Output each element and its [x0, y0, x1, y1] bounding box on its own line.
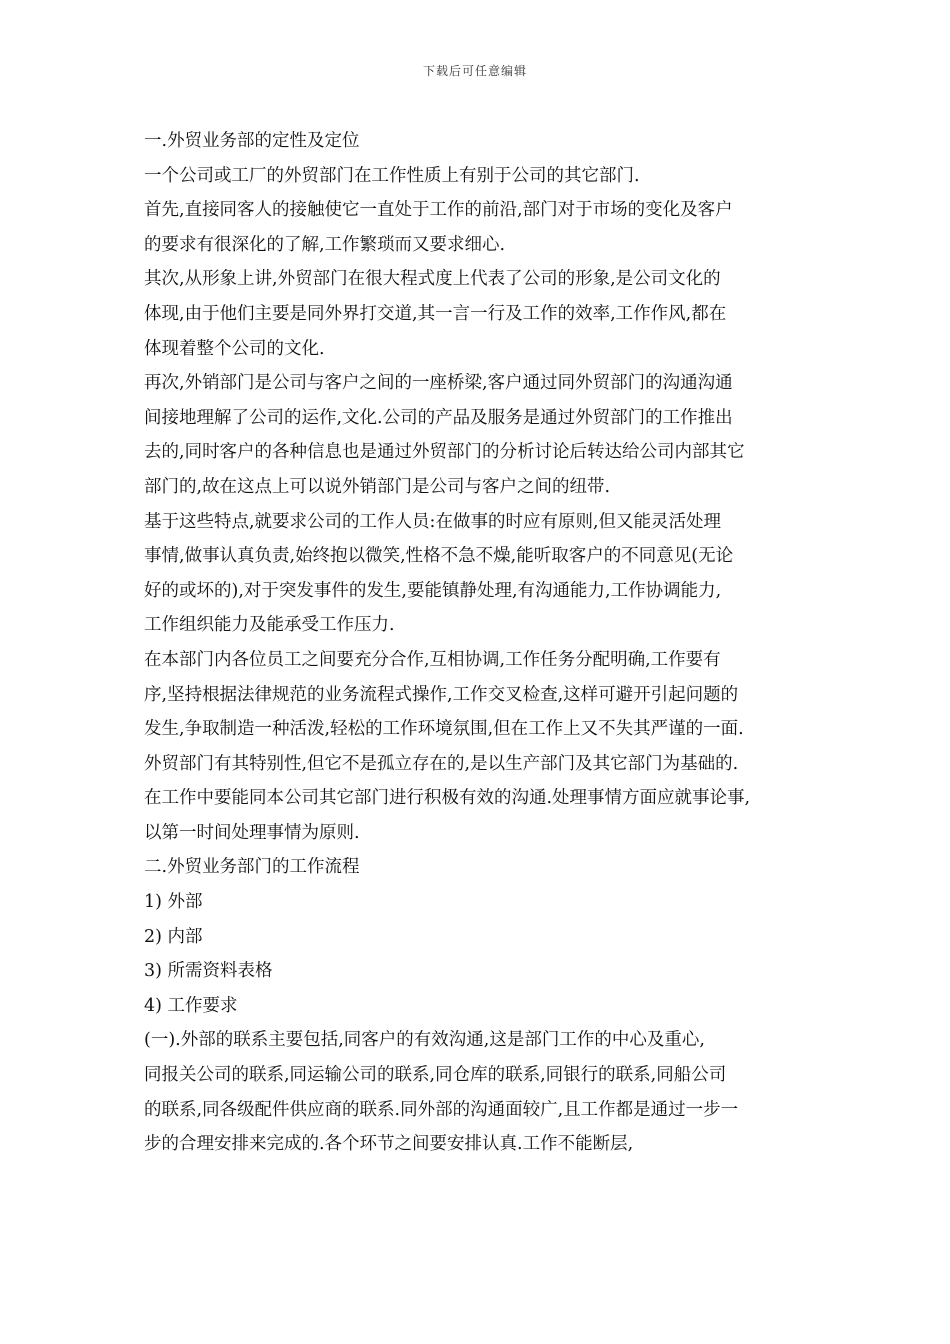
text-line: 体现着整个公司的文化.: [144, 338, 325, 359]
text-line: 4) 工作要求: [144, 995, 238, 1016]
text-line: 基于这些特点,就要求公司的工作人员:在做事的时应有原则,但又能灵活处理: [144, 511, 722, 532]
text-line: 步的合理安排来完成的.各个环节之间要安排认真.工作不能断层,: [144, 1134, 634, 1155]
text-line: 二.外贸业务部门的工作流程: [144, 857, 360, 878]
text-line: 工作组织能力及能承受工作压力.: [144, 615, 395, 636]
text-line: 3) 所需资料表格: [144, 961, 273, 982]
text-line: 发生,争取制造一种活泼,轻松的工作环境氛围,但在工作上又不失其严谨的一面.: [144, 719, 744, 740]
text-line: 在本部门内各位员工之间要充分合作,互相协调,工作任务分配明确,工作要有: [144, 649, 721, 670]
text-line: 事情,做事认真负责,始终抱以微笑,性格不急不燥,能听取客户的不同意见(无论: [144, 546, 734, 567]
text-line: 在工作中要能同本公司其它部门进行积极有效的沟通.处理事情方面应就事论事,: [144, 788, 751, 809]
text-line: 外贸部门有其特别性,但它不是孤立存在的,是以生产部门及其它部门为基础的.: [144, 753, 739, 774]
text-line: 其次,从形象上讲,外贸部门在很大程式度上代表了公司的形象,是公司文化的: [144, 269, 721, 290]
text-line: 的要求有很深化的了解,工作繁琐而又要求细心.: [144, 234, 506, 255]
text-line: 一个公司或工厂的外贸部门在工作性质上有别于公司的其它部门.: [144, 165, 640, 186]
text-line: 的联系,同各级配件供应商的联系.同外部的沟通面较广,且工作都是通过一步一: [144, 1099, 739, 1120]
text-line: 部门的,故在这点上可以说外销部门是公司与客户之间的纽带.: [144, 476, 611, 497]
text-line: 再次,外销部门是公司与客户之间的一座桥梁,客户通过同外贸部门的沟通沟通: [144, 373, 733, 394]
text-line: 去的,同时客户的各种信息也是通过外贸部门的分析讨论后转达给公司内部其它: [144, 442, 745, 463]
text-line: 首先,直接同客人的接触使它一直处于工作的前沿,部门对于市场的变化及客户: [144, 200, 733, 221]
text-line: 同报关公司的联系,同运输公司的联系,同仓库的联系,同银行的联系,同船公司: [144, 1065, 727, 1086]
text-line: 以第一时间处理事情为原则.: [144, 822, 360, 843]
text-line: 1) 外部: [144, 892, 203, 913]
header-note: 下载后可任意编辑: [422, 64, 527, 78]
text-line: 一.外贸业务部的定性及定位: [144, 131, 360, 151]
text-line: 2) 内部: [144, 926, 203, 947]
text-line: (一).外部的联系主要包括,同客户的有效沟通,这是部门工作的中心及重心,: [144, 1030, 705, 1051]
text-line: 好的或坏的),对于突发事件的发生,要能镇静处理,有沟通能力,工作协调能力,: [144, 580, 722, 601]
document-body: [144, 124, 814, 1162]
text-line: 间接地理解了公司的运作,文化.公司的产品及服务是通过外贸部门的工作推出: [144, 407, 733, 428]
text-line: 序,坚持根据法律规范的业务流程式操作,工作交叉检查,这样可避开引起问题的: [144, 684, 739, 705]
text-line: 体现,由于他们主要是同外界打交道,其一言一行及工作的效率,工作作风,都在: [144, 303, 727, 324]
